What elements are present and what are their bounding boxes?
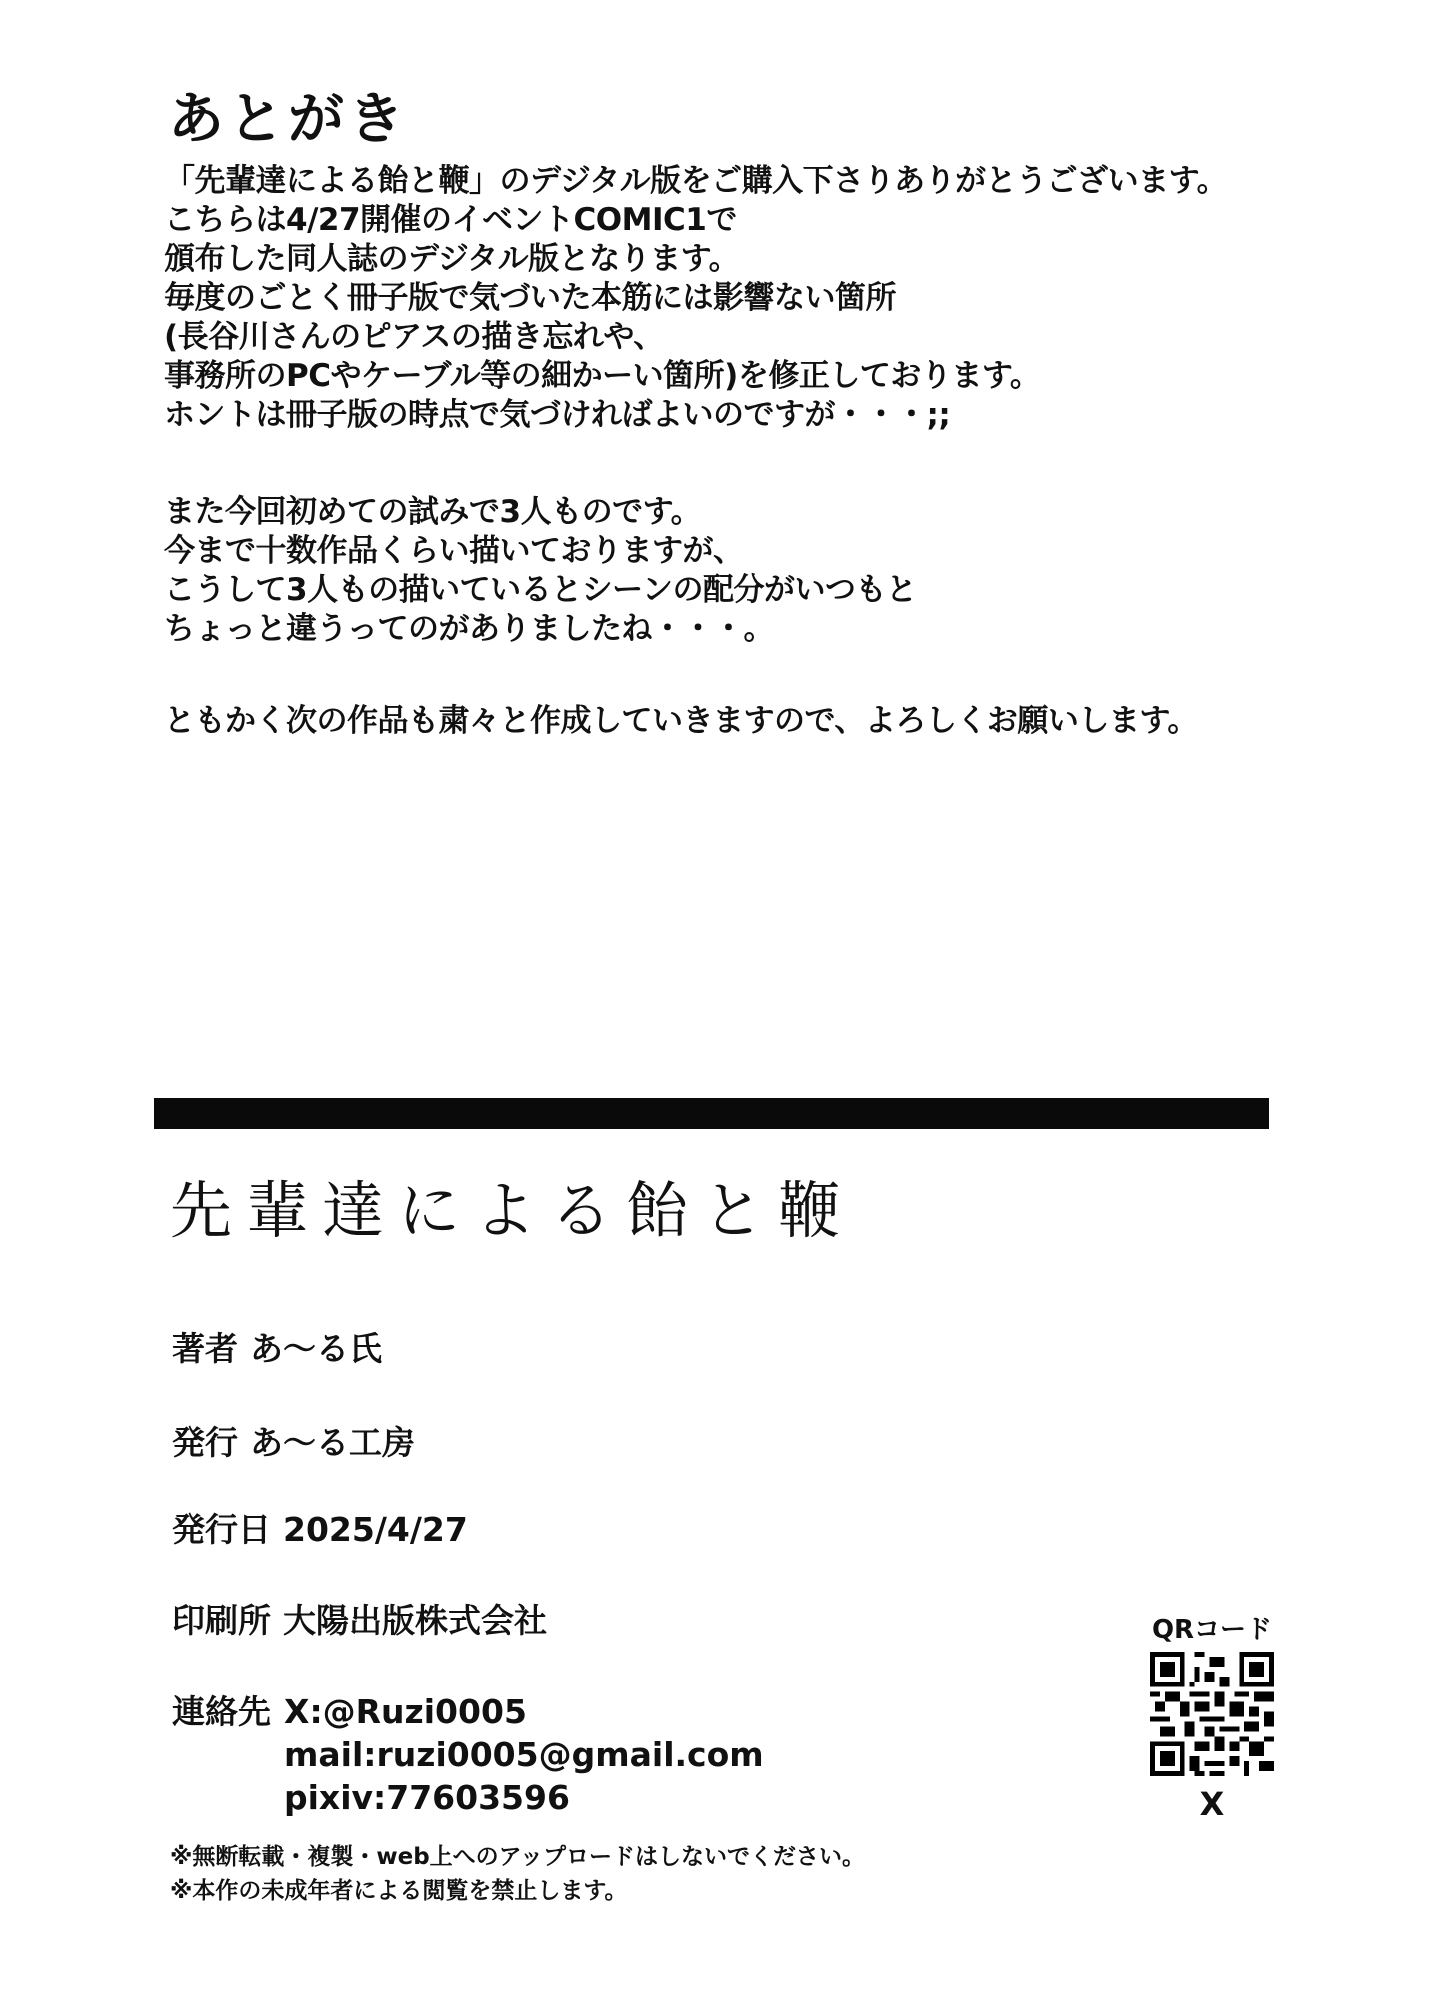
afterword-line: 頒布した同人誌のデジタル版となります。 <box>164 241 740 277</box>
colophon-publisher <box>172 1423 415 1462</box>
colophon-publish-date <box>172 1510 468 1549</box>
publisher-value: あ〜る工房 <box>250 1423 415 1462</box>
afterword-line: 「先輩達による飴と鞭」のデジタル版をご購入下さりありがとうございます。 <box>164 163 1228 199</box>
contact-mail: mail:ruzi0005@gmail.com <box>284 1735 764 1774</box>
afterword-title: あとがき <box>168 87 408 152</box>
afterword-line: また今回初めての試みで3人ものです。 <box>164 494 702 530</box>
afterword-paragraph-1 <box>164 162 1227 435</box>
colophon-contact <box>172 1690 764 1819</box>
contact-pixiv: pixiv:77603596 <box>284 1778 570 1817</box>
afterword-line: 毎度のごとく冊子版で気づいた本筋には影響ない箇所 <box>164 280 896 316</box>
afterword-line: こうして3人もの描いているとシーンの配分がいつもと <box>164 572 917 608</box>
publish-date-label: 発行日 <box>172 1510 271 1549</box>
qr-label: QRコード <box>1151 1615 1273 1645</box>
publish-date-value: 2025/4/27 <box>283 1510 468 1549</box>
afterword-line: ホントは冊子版の時点で気づければよいのですが・・・;; <box>164 397 951 433</box>
contact-x: X:@Ruzi0005 <box>284 1692 527 1731</box>
author-value: あ〜る氏 <box>250 1329 382 1368</box>
contact-label: 連絡先 <box>172 1692 271 1731</box>
notice-line: ※無断転載・複製・web上へのアップロードはしないでください。 <box>170 1844 866 1870</box>
notices <box>170 1840 865 1908</box>
notice-line: ※本作の未成年者による閲覧を禁止します。 <box>170 1878 628 1904</box>
book-title: 先輩達による飴と鞭 <box>170 1174 855 1247</box>
divider-bar <box>154 1098 1269 1129</box>
colophon-printer <box>172 1601 547 1640</box>
afterword-line: ちょっと違うってのがありましたね・・・。 <box>164 611 774 647</box>
afterword-paragraph-2 <box>164 493 916 649</box>
afterword-line: こちらは4/27開催のイベントCOMIC1で <box>164 202 737 238</box>
colophon-author <box>172 1329 382 1368</box>
printer-value: 大陽出版株式会社 <box>283 1601 547 1640</box>
afterword-paragraph-3 <box>164 702 1198 741</box>
afterword-line: 事務所のPCやケーブル等の細かーい箇所)を修正しております。 <box>164 358 1041 394</box>
printer-label: 印刷所 <box>172 1601 271 1640</box>
afterword-line: 今まで十数作品くらい描いておりますが、 <box>164 533 744 569</box>
afterword-line: (長谷川さんのピアスの描き忘れや、 <box>164 319 664 355</box>
author-label: 著者 <box>172 1329 238 1368</box>
publisher-label: 発行 <box>172 1423 238 1462</box>
qr-caption: X <box>1199 1785 1225 1823</box>
afterword-line: ともかく次の作品も粛々と作成していきますので、よろしくお願いします。 <box>164 703 1198 739</box>
qr-code-icon[interactable] <box>1150 1652 1274 1776</box>
